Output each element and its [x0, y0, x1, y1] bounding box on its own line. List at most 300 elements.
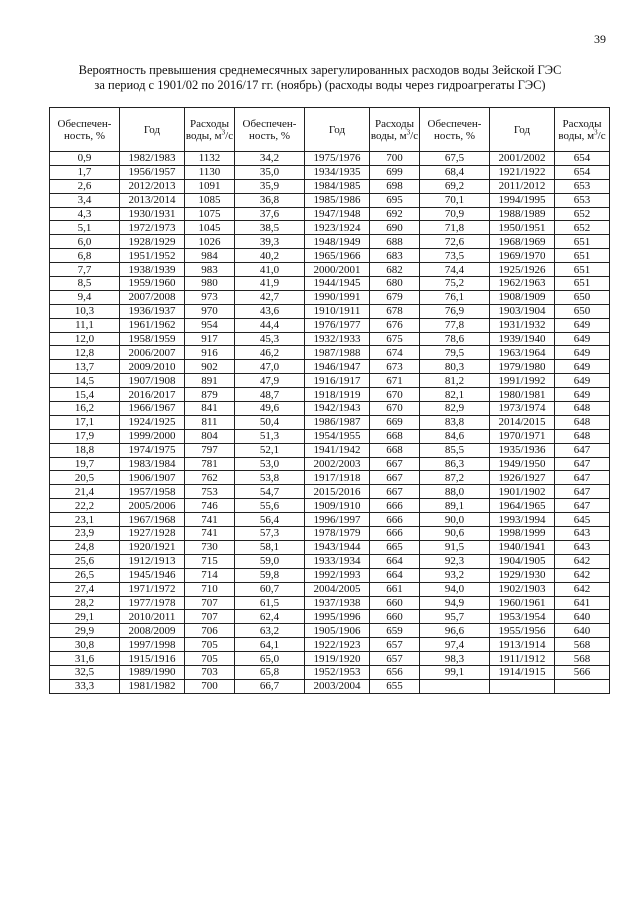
- flow-cell: 648: [555, 402, 610, 416]
- year-cell: 2011/2012: [490, 179, 555, 193]
- table-row: [50, 193, 610, 207]
- year-cell: 1989/1990: [120, 665, 185, 679]
- table-row: [50, 513, 610, 527]
- year-cell: 1932/1933: [305, 332, 370, 346]
- year-cell: 1903/1904: [490, 304, 555, 318]
- year-cell: 1919/1920: [305, 652, 370, 666]
- year-cell: 1952/1953: [305, 665, 370, 679]
- table-row: [50, 388, 610, 402]
- probability-cell: 56,4: [235, 513, 305, 527]
- probability-cell: 43,6: [235, 304, 305, 318]
- probability-cell: 25,6: [50, 554, 120, 568]
- probability-cell: 68,4: [420, 165, 490, 179]
- probability-cell: 49,6: [235, 402, 305, 416]
- probability-cell: 30,8: [50, 638, 120, 652]
- probability-cell: 22,2: [50, 499, 120, 513]
- year-cell: 1909/1910: [305, 499, 370, 513]
- flow-cell: 664: [370, 568, 420, 582]
- probability-cell: 85,5: [420, 443, 490, 457]
- probability-cell: 40,2: [235, 249, 305, 263]
- flow-cell: 714: [185, 568, 235, 582]
- year-cell: 1948/1949: [305, 235, 370, 249]
- header-flow-2: [370, 108, 420, 152]
- probability-cell: 41,0: [235, 263, 305, 277]
- year-cell: 1936/1937: [120, 304, 185, 318]
- flow-cell: 673: [370, 360, 420, 374]
- year-cell: 1973/1974: [490, 402, 555, 416]
- probability-cell: 69,2: [420, 179, 490, 193]
- flow-cell: 730: [185, 540, 235, 554]
- probability-cell: [420, 679, 490, 693]
- probability-cell: 38,5: [235, 221, 305, 235]
- probability-cell: 70,1: [420, 193, 490, 207]
- probability-cell: 86,3: [420, 457, 490, 471]
- year-cell: 1920/1921: [120, 540, 185, 554]
- flow-cell: 654: [555, 165, 610, 179]
- probability-cell: 82,9: [420, 402, 490, 416]
- table-row: [50, 429, 610, 443]
- probability-cell: 41,9: [235, 277, 305, 291]
- flow-cell: 651: [555, 235, 610, 249]
- year-cell: 1967/1968: [120, 513, 185, 527]
- year-cell: 1904/1905: [490, 554, 555, 568]
- table-row: [50, 596, 610, 610]
- flow-cell: 668: [370, 429, 420, 443]
- flow-cell: 707: [185, 596, 235, 610]
- probability-cell: 45,3: [235, 332, 305, 346]
- probability-cell: 58,1: [235, 540, 305, 554]
- flow-cell: 651: [555, 263, 610, 277]
- probability-cell: 9,4: [50, 290, 120, 304]
- probability-cell: 44,4: [235, 318, 305, 332]
- probability-cell: 52,1: [235, 443, 305, 457]
- flow-cell: 700: [185, 679, 235, 693]
- flow-cell: 648: [555, 429, 610, 443]
- year-cell: 2016/2017: [120, 388, 185, 402]
- flow-cell: 1085: [185, 193, 235, 207]
- probability-cell: 88,0: [420, 485, 490, 499]
- probability-cell: 6,0: [50, 235, 120, 249]
- probability-cell: 74,4: [420, 263, 490, 277]
- table-body: [50, 152, 610, 694]
- probability-cell: 34,2: [235, 152, 305, 166]
- probability-cell: 65,0: [235, 652, 305, 666]
- flow-cell: 970: [185, 304, 235, 318]
- probability-cell: 10,3: [50, 304, 120, 318]
- year-cell: 1978/1979: [305, 527, 370, 541]
- year-cell: 1997/1998: [120, 638, 185, 652]
- header-flow-3: [555, 108, 610, 152]
- probability-cell: 48,7: [235, 388, 305, 402]
- table-row: [50, 443, 610, 457]
- flow-cell: 656: [370, 665, 420, 679]
- flow-cell: 647: [555, 457, 610, 471]
- header-flow-1: [185, 108, 235, 152]
- probability-cell: 42,7: [235, 290, 305, 304]
- table-row: [50, 624, 610, 638]
- year-cell: 1996/1997: [305, 513, 370, 527]
- year-cell: 1946/1947: [305, 360, 370, 374]
- probability-cell: 80,3: [420, 360, 490, 374]
- table-row: [50, 207, 610, 221]
- probability-cell: 90,0: [420, 513, 490, 527]
- flow-cell: 667: [370, 471, 420, 485]
- probability-cell: 75,2: [420, 277, 490, 291]
- flow-cell: 762: [185, 471, 235, 485]
- probability-cell: 17,9: [50, 429, 120, 443]
- flow-cell: 640: [555, 610, 610, 624]
- flow-cell: 710: [185, 582, 235, 596]
- table-row: [50, 179, 610, 193]
- flow-label: Расходы воды, м: [185, 117, 229, 142]
- year-cell: 1928/1929: [120, 235, 185, 249]
- flow-cell: 566: [555, 665, 610, 679]
- flow-cell: 640: [555, 624, 610, 638]
- flow-cell: 695: [370, 193, 420, 207]
- probability-cell: 12,8: [50, 346, 120, 360]
- table-row: [50, 415, 610, 429]
- header-year-3: Год: [490, 108, 555, 152]
- year-cell: 1927/1928: [120, 527, 185, 541]
- probability-cell: 61,5: [235, 596, 305, 610]
- table-row: [50, 540, 610, 554]
- probability-cell: 17,1: [50, 415, 120, 429]
- probability-cell: 39,3: [235, 235, 305, 249]
- probability-cell: 60,7: [235, 582, 305, 596]
- year-cell: 2006/2007: [120, 346, 185, 360]
- probability-cell: 53,8: [235, 471, 305, 485]
- flow-cell: 902: [185, 360, 235, 374]
- table-row: [50, 638, 610, 652]
- flow-cell: 647: [555, 499, 610, 513]
- year-cell: 1922/1923: [305, 638, 370, 652]
- flow-cell: 879: [185, 388, 235, 402]
- flow-cell: 642: [555, 568, 610, 582]
- flow-cell: 667: [370, 457, 420, 471]
- probability-cell: 59,0: [235, 554, 305, 568]
- probability-cell: 46,2: [235, 346, 305, 360]
- table-row: [50, 374, 610, 388]
- document-title: [40, 63, 600, 93]
- year-cell: 1975/1976: [305, 152, 370, 166]
- year-cell: 1925/1926: [490, 263, 555, 277]
- probability-cell: 32,5: [50, 665, 120, 679]
- flow-cell: 643: [555, 540, 610, 554]
- flow-label: Расходы воды, м: [558, 117, 602, 142]
- year-cell: 1964/1965: [490, 499, 555, 513]
- flow-cell: 980: [185, 277, 235, 291]
- probability-cell: 4,3: [50, 207, 120, 221]
- year-cell: 1926/1927: [490, 471, 555, 485]
- table-row: [50, 263, 610, 277]
- flow-cell: 705: [185, 638, 235, 652]
- year-cell: 2014/2015: [490, 415, 555, 429]
- flow-cell: 841: [185, 402, 235, 416]
- probability-cell: 93,2: [420, 568, 490, 582]
- year-cell: 1941/1942: [305, 443, 370, 457]
- probability-cell: 66,7: [235, 679, 305, 693]
- year-cell: 1959/1960: [120, 277, 185, 291]
- flow-cell: 653: [555, 193, 610, 207]
- year-cell: 1961/1962: [120, 318, 185, 332]
- flow-cell: 642: [555, 554, 610, 568]
- flow-cell: 916: [185, 346, 235, 360]
- flow-cell: 652: [555, 207, 610, 221]
- flow-cell: 983: [185, 263, 235, 277]
- year-cell: 1934/1935: [305, 165, 370, 179]
- year-cell: 1935/1936: [490, 443, 555, 457]
- header-probability-3: Обеспечен-ность, %: [420, 108, 490, 152]
- flow-cell: 741: [185, 513, 235, 527]
- flow-cell: 651: [555, 277, 610, 291]
- flow-cell: 1091: [185, 179, 235, 193]
- probability-cell: 36,8: [235, 193, 305, 207]
- probability-cell: 78,6: [420, 332, 490, 346]
- flow-label-suffix: /с: [597, 129, 606, 142]
- year-cell: 1921/1922: [490, 165, 555, 179]
- year-cell: 1990/1991: [305, 290, 370, 304]
- year-cell: 1915/1916: [120, 652, 185, 666]
- flow-cell: 642: [555, 582, 610, 596]
- probability-cell: 90,6: [420, 527, 490, 541]
- probability-cell: 59,8: [235, 568, 305, 582]
- probability-cell: 72,6: [420, 235, 490, 249]
- table-row: [50, 346, 610, 360]
- page-number: 39: [594, 32, 606, 46]
- probability-cell: 94,9: [420, 596, 490, 610]
- probability-cell: 31,6: [50, 652, 120, 666]
- flow-cell: 682: [370, 263, 420, 277]
- year-cell: 1992/1993: [305, 568, 370, 582]
- probability-cell: 70,9: [420, 207, 490, 221]
- probability-cell: 13,7: [50, 360, 120, 374]
- year-cell: 1954/1955: [305, 429, 370, 443]
- flow-cell: 984: [185, 249, 235, 263]
- flow-cell: 1130: [185, 165, 235, 179]
- flow-cell: 647: [555, 485, 610, 499]
- probability-cell: 97,4: [420, 638, 490, 652]
- flow-cell: 660: [370, 610, 420, 624]
- year-cell: 1994/1995: [490, 193, 555, 207]
- table-row: [50, 165, 610, 179]
- flow-cell: 650: [555, 290, 610, 304]
- flow-cell: 649: [555, 388, 610, 402]
- flow-superscript: 3: [221, 127, 226, 136]
- flow-cell: 670: [370, 388, 420, 402]
- title-line-1: Вероятность превышения среднемесячных зарегулированных расходов воды Зейской ГЭС: [78, 63, 562, 77]
- flow-cell: 1026: [185, 235, 235, 249]
- flow-cell: 954: [185, 318, 235, 332]
- table-row: [50, 304, 610, 318]
- flow-cell: 650: [555, 304, 610, 318]
- year-cell: 1963/1964: [490, 346, 555, 360]
- year-cell: 2015/2016: [305, 485, 370, 499]
- probability-cell: 21,4: [50, 485, 120, 499]
- year-cell: 2001/2002: [490, 152, 555, 166]
- flow-cell: 706: [185, 624, 235, 638]
- flow-cell: 1132: [185, 152, 235, 166]
- flow-label-suffix: /с: [410, 129, 419, 142]
- probability-cell: 76,9: [420, 304, 490, 318]
- year-cell: 1962/1963: [490, 277, 555, 291]
- flow-cell: 671: [370, 374, 420, 388]
- probability-cell: 33,3: [50, 679, 120, 693]
- probability-cell: 63,2: [235, 624, 305, 638]
- table-row: [50, 402, 610, 416]
- table-row: [50, 221, 610, 235]
- probability-cell: 15,4: [50, 388, 120, 402]
- probability-cell: 98,3: [420, 652, 490, 666]
- year-cell: 1982/1983: [120, 152, 185, 166]
- year-cell: 1988/1989: [490, 207, 555, 221]
- probability-cell: 29,9: [50, 624, 120, 638]
- probability-cell: 20,5: [50, 471, 120, 485]
- probability-cell: 53,0: [235, 457, 305, 471]
- year-cell: 1957/1958: [120, 485, 185, 499]
- flow-cell: 679: [370, 290, 420, 304]
- year-cell: 1985/1986: [305, 193, 370, 207]
- probability-table: [49, 107, 610, 694]
- year-cell: 2009/2010: [120, 360, 185, 374]
- probability-cell: 7,7: [50, 263, 120, 277]
- year-cell: 1983/1984: [120, 457, 185, 471]
- flow-cell: 647: [555, 443, 610, 457]
- year-cell: 2010/2011: [120, 610, 185, 624]
- year-cell: 1977/1978: [120, 596, 185, 610]
- probability-cell: 65,8: [235, 665, 305, 679]
- year-cell: 1956/1957: [120, 165, 185, 179]
- probability-cell: 24,8: [50, 540, 120, 554]
- year-cell: 1986/1987: [305, 415, 370, 429]
- probability-cell: 77,8: [420, 318, 490, 332]
- flow-cell: 653: [555, 179, 610, 193]
- year-cell: 1953/1954: [490, 610, 555, 624]
- year-cell: 1937/1938: [305, 596, 370, 610]
- flow-cell: 649: [555, 374, 610, 388]
- flow-cell: 666: [370, 499, 420, 513]
- probability-cell: 87,2: [420, 471, 490, 485]
- year-cell: 2007/2008: [120, 290, 185, 304]
- year-cell: 1971/1972: [120, 582, 185, 596]
- flow-cell: 668: [370, 443, 420, 457]
- table-row: [50, 277, 610, 291]
- flow-cell: 891: [185, 374, 235, 388]
- flow-cell: 660: [370, 596, 420, 610]
- flow-cell: 698: [370, 179, 420, 193]
- probability-cell: 81,2: [420, 374, 490, 388]
- probability-cell: 3,4: [50, 193, 120, 207]
- table-row: [50, 499, 610, 513]
- probability-cell: 28,2: [50, 596, 120, 610]
- year-cell: 1998/1999: [490, 527, 555, 541]
- flow-superscript: 3: [594, 127, 598, 136]
- flow-cell: 661: [370, 582, 420, 596]
- flow-cell: 917: [185, 332, 235, 346]
- probability-cell: 82,1: [420, 388, 490, 402]
- flow-cell: 657: [370, 638, 420, 652]
- table-row: [50, 610, 610, 624]
- probability-cell: 19,7: [50, 457, 120, 471]
- probability-cell: 67,5: [420, 152, 490, 166]
- probability-cell: 23,9: [50, 527, 120, 541]
- flow-cell: 641: [555, 596, 610, 610]
- year-cell: 1987/1988: [305, 346, 370, 360]
- flow-cell: 666: [370, 527, 420, 541]
- probability-cell: 62,4: [235, 610, 305, 624]
- year-cell: 1974/1975: [120, 443, 185, 457]
- probability-cell: 92,3: [420, 554, 490, 568]
- probability-cell: 89,1: [420, 499, 490, 513]
- flow-cell: 753: [185, 485, 235, 499]
- year-cell: 2013/2014: [120, 193, 185, 207]
- probability-cell: 37,6: [235, 207, 305, 221]
- table-row: [50, 290, 610, 304]
- year-cell: 1999/2000: [120, 429, 185, 443]
- flow-cell: 746: [185, 499, 235, 513]
- table-row: [50, 249, 610, 263]
- flow-cell: 1075: [185, 207, 235, 221]
- table-row: [50, 471, 610, 485]
- year-cell: 1902/1903: [490, 582, 555, 596]
- year-cell: 1929/1930: [490, 568, 555, 582]
- flow-cell: 973: [185, 290, 235, 304]
- flow-cell: 665: [370, 540, 420, 554]
- probability-cell: 2,6: [50, 179, 120, 193]
- flow-cell: 797: [185, 443, 235, 457]
- probability-cell: 50,4: [235, 415, 305, 429]
- probability-cell: 91,5: [420, 540, 490, 554]
- probability-cell: 35,9: [235, 179, 305, 193]
- probability-cell: 54,7: [235, 485, 305, 499]
- flow-cell: 699: [370, 165, 420, 179]
- year-cell: 1984/1985: [305, 179, 370, 193]
- probability-cell: 79,5: [420, 346, 490, 360]
- table-row: [50, 332, 610, 346]
- flow-cell: 655: [370, 679, 420, 693]
- flow-label: Расходы воды, м: [370, 117, 414, 142]
- flow-cell: 705: [185, 652, 235, 666]
- year-cell: 1933/1934: [305, 554, 370, 568]
- year-cell: 1991/1992: [490, 374, 555, 388]
- flow-cell: 707: [185, 610, 235, 624]
- table-row: [50, 152, 610, 166]
- year-cell: 1905/1906: [305, 624, 370, 638]
- year-cell: 1911/1912: [490, 652, 555, 666]
- flow-cell: 649: [555, 346, 610, 360]
- year-cell: 1958/1959: [120, 332, 185, 346]
- header-probability-1: Обеспечен-ность, %: [50, 108, 120, 152]
- flow-cell: 568: [555, 652, 610, 666]
- flow-cell: 804: [185, 429, 235, 443]
- probability-cell: 5,1: [50, 221, 120, 235]
- flow-cell: 645: [555, 513, 610, 527]
- probability-cell: 18,8: [50, 443, 120, 457]
- flow-cell: 703: [185, 665, 235, 679]
- probability-cell: 47,9: [235, 374, 305, 388]
- table-row: [50, 235, 610, 249]
- year-cell: 1965/1966: [305, 249, 370, 263]
- probability-cell: 35,0: [235, 165, 305, 179]
- year-cell: 1972/1973: [120, 221, 185, 235]
- flow-cell: 781: [185, 457, 235, 471]
- year-cell: 2008/2009: [120, 624, 185, 638]
- flow-cell: 688: [370, 235, 420, 249]
- flow-cell: 811: [185, 415, 235, 429]
- flow-cell: 741: [185, 527, 235, 541]
- flow-cell: 676: [370, 318, 420, 332]
- year-cell: 1955/1956: [490, 624, 555, 638]
- flow-cell: 680: [370, 277, 420, 291]
